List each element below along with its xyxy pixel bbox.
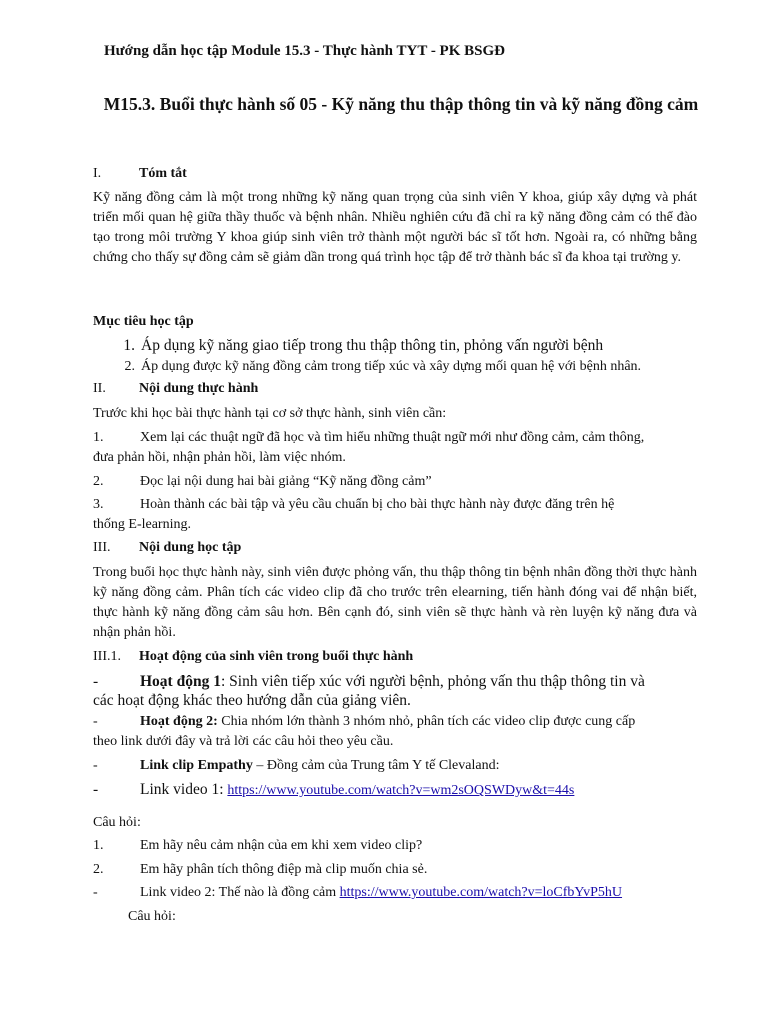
activity-2: - Hoạt động 2: Chia nhóm lớn thành 3 nhóm nhỏ, phân tích các video clip được cung cấp: [93, 714, 636, 729]
question-1: 1. Em hãy nêu cảm nhận của em khi xem video clip?: [93, 838, 423, 853]
video-2-link[interactable]: https://www.youtube.com/watch?v=loCfbYvP5hU: [339, 885, 623, 900]
prep-item-2: 2. Đọc lại nội dung hai bài giảng “Kỹ năng đồng cảm”: [93, 474, 432, 489]
prep-item-3-cont: thống E-learning.: [93, 517, 191, 532]
objectives-heading: Mục tiêu học tập: [93, 314, 194, 329]
video-1-link[interactable]: https://www.youtube.com/watch?v=wm2sOQSWDyw&t=44s: [227, 783, 575, 798]
activity-2-cont: theo link dưới đây và trả lời các câu hỏi theo yêu cầu.: [93, 734, 394, 749]
prep-item-1-cont: đưa phản hồi, nhận phản hồi, làm việc nhóm.: [93, 450, 346, 465]
video-1-line: - Link video 1: https://www.youtube.com/watch?v=wm2sOQSWDyw&t=44s: [93, 781, 575, 798]
question-2: 2. Em hãy phân tích thông điệp mà clip muốn chia sẻ.: [93, 862, 428, 877]
section-1-heading: [93, 166, 187, 182]
section-3-heading: III. Nội dung học tập: [93, 540, 242, 555]
objective-item-1: 1. Áp dụng kỹ năng giao tiếp trong thu thập thông tin, phỏng vấn người bệnh: [123, 337, 604, 354]
clip-empathy-line: - Link clip Empathy – Đồng cảm của Trung tâm Y tế Clevaland:: [93, 758, 500, 773]
section-1-number: I.: [93, 166, 102, 181]
section-2-heading: II. Nội dung thực hành: [93, 381, 259, 396]
section-1-body: Kỹ năng đồng cảm là một trong những kỹ năng quan trọng của sinh viên Y khoa, giúp xây dựng và phát triển mối quan hệ giữa thầy thuốc và bệnh nhân. Nhiều nghiên cứu đã chỉ ra kỹ năng đồng cảm có thể đào tạo trong môi trường Y khoa giúp sinh viên trở thành một người bác sĩ tốt hơn. Ngoài ra, có những bằng chứng cho thấy sự đồng cảm sẽ giảm dần trong quá trình học tập để trở thành bác sĩ đa khoa tại trường y.: [93, 190, 697, 265]
video-2-line: - Link video 2: Thế nào là đồng cảm https://www.youtube.com/watch?v=loCfbYvP5hU: [93, 885, 623, 900]
activity-1: - Hoạt động 1: Sinh viên tiếp xúc với người bệnh, phỏng vấn thu thập thông tin và: [93, 673, 645, 690]
section-2-intro: Trước khi học bài thực hành tại cơ sở thực hành, sinh viên cần:: [93, 406, 447, 421]
prep-item-3: 3. Hoàn thành các bài tập và yêu cầu chuẩn bị cho bài thực hành này được đăng trên hệ: [93, 497, 615, 512]
questions-2-label: Câu hỏi:: [128, 909, 176, 924]
page-title: M15.3. Buổi thực hành số 05 - Kỹ năng thu thập thông tin và kỹ năng đồng cảm: [103, 94, 699, 114]
objective-item-2: 2. Áp dụng được kỹ năng đồng cảm trong tiếp xúc và xây dựng mối quan hệ với bệnh nhân.: [124, 359, 642, 374]
questions-label: Câu hỏi:: [93, 815, 141, 830]
section-3-body: Trong buổi học thực hành này, sinh viên được phỏng vấn, thu thập thông tin bệnh nhân đồng thời thực hành kỹ năng đồng cảm. Phân tích các video clip đã cho trước trên elearning, tiến hành đóng vai để nhận biết, thực hành kỹ năng đồng cảm sâu hơn. Bên cạnh đó, sinh viên sẽ thực hành và rèn luyện kỹ năng đưa và nhận phản hồi.: [93, 565, 697, 640]
document-header: Hướng dẫn học tập Module 15.3 - Thực hành TYT - PK BSGĐ: [104, 43, 505, 59]
section-3-1-heading: III.1. Hoạt động của sinh viên trong buổi thực hành: [93, 649, 414, 664]
activity-1-cont: các hoạt động khác theo hướng dẫn của giảng viên.: [93, 692, 411, 709]
section-1-title: Tóm tắt: [139, 166, 187, 181]
prep-item-1: 1. Xem lại các thuật ngữ đã học và tìm hiểu những thuật ngữ mới như đồng cảm, cảm thông,: [93, 430, 645, 445]
